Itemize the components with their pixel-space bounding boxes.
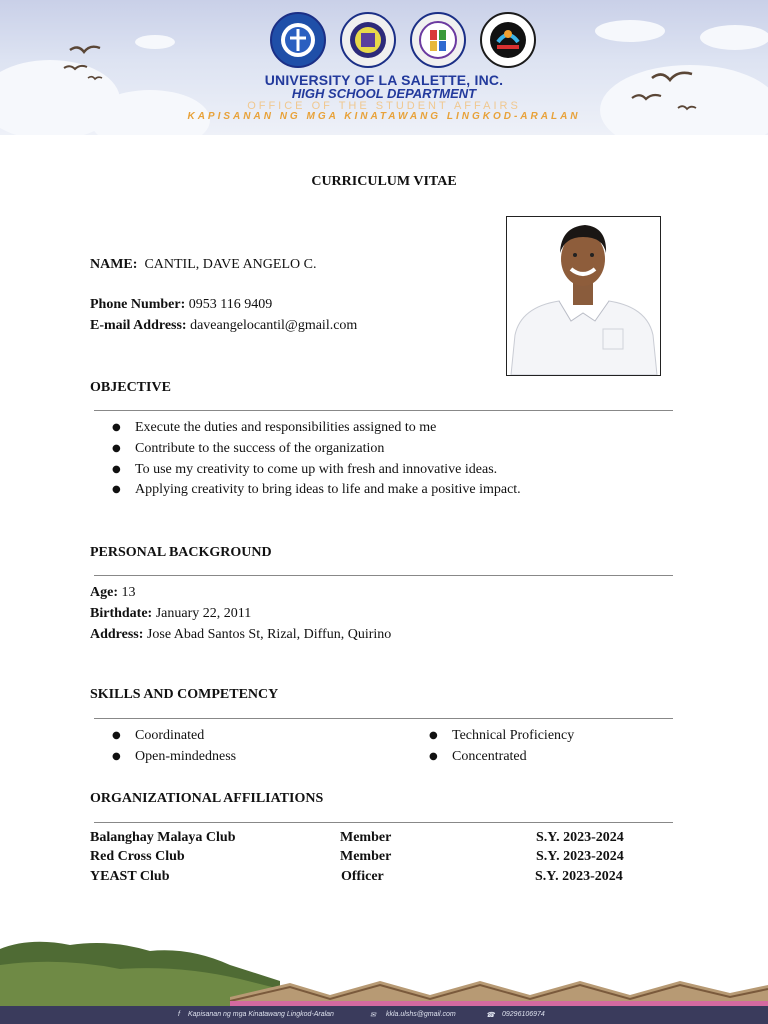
table-row bbox=[90, 849, 650, 869]
university-name: UNIVERSITY OF LA SALETTE, INC. bbox=[264, 72, 504, 88]
org-name: Red Cross Club bbox=[90, 849, 185, 864]
affiliations-heading: ORGANIZATIONAL AFFILIATIONS bbox=[90, 791, 324, 806]
cloud-decoration bbox=[595, 20, 665, 42]
org-name: Balanghay Malaya Club bbox=[90, 830, 236, 845]
name-value: CANTIL, DAVE ANGELO C. bbox=[144, 257, 317, 272]
address-value: Jose Abad Santos St, Rizal, Diffun, Quirino bbox=[146, 627, 392, 642]
personal-background-heading: PERSONAL BACKGROUND bbox=[90, 545, 272, 560]
age-line bbox=[90, 585, 136, 601]
skills-heading: SKILLS AND COMPETENCY bbox=[90, 687, 279, 702]
cloud-decoration bbox=[135, 35, 175, 49]
address-line bbox=[90, 627, 391, 643]
org-role: Member bbox=[340, 849, 392, 864]
birthdate-label: Birthdate: bbox=[90, 606, 153, 621]
email-label: E-mail Address: bbox=[90, 318, 187, 333]
kapisanan-name: KAPISANAN NG MGA KINATAWANG LINGKOD-ARALAN bbox=[187, 111, 581, 122]
phone-link[interactable]: 09296106974 bbox=[502, 1011, 545, 1018]
org-school-year: S.Y. 2023-2024 bbox=[536, 830, 624, 845]
list-item: ● Open-mindedness bbox=[110, 747, 236, 768]
section-divider bbox=[94, 575, 673, 576]
email-value: daveangelocantil@gmail.com bbox=[190, 318, 358, 333]
list-item: ● To use my creativity to come up with fresh and innovative ideas. bbox=[110, 460, 521, 481]
birthdate-value: January 22, 2011 bbox=[155, 606, 252, 621]
org-name: YEAST Club bbox=[90, 869, 170, 884]
objective-heading: OBJECTIVE bbox=[90, 380, 171, 395]
section-divider bbox=[94, 410, 673, 411]
name-line bbox=[90, 257, 316, 273]
table-row bbox=[90, 830, 650, 850]
phone-value: 0953 116 9409 bbox=[188, 297, 273, 312]
department-name: HIGH SCHOOL DEPARTMENT bbox=[291, 86, 477, 101]
footer-banner bbox=[0, 935, 768, 1024]
phone-icon: ☎ bbox=[486, 1012, 495, 1019]
age-label: Age: bbox=[90, 585, 118, 600]
profile-photo bbox=[506, 216, 661, 376]
list-item: ● Technical Proficiency bbox=[427, 726, 574, 747]
org-role: Officer bbox=[341, 869, 384, 884]
letterhead-banner bbox=[0, 0, 768, 135]
org-role: Member bbox=[340, 830, 392, 845]
phone-line bbox=[90, 297, 272, 313]
student-affairs-emblem-icon bbox=[410, 12, 466, 68]
email-link[interactable]: kkla.ulshs@gmail.com bbox=[386, 1011, 456, 1018]
phone-label: Phone Number: bbox=[90, 297, 186, 312]
facebook-icon: f bbox=[178, 1011, 180, 1018]
facebook-link[interactable]: Kapisanan ng mga Kinatawang Lingkod-Aralan bbox=[188, 1011, 334, 1018]
school-crest-icon bbox=[340, 12, 396, 68]
list-item: ● Execute the duties and responsibilities assigned to me bbox=[110, 418, 521, 439]
address-label: Address: bbox=[90, 627, 144, 642]
office-name: OFFICE OF THE STUDENT AFFAIRS bbox=[247, 100, 521, 112]
age-value: 13 bbox=[121, 585, 136, 600]
document-title: CURRICULUM VITAE bbox=[311, 174, 457, 189]
list-item: ● Concentrated bbox=[427, 747, 574, 768]
objective-list bbox=[110, 418, 521, 501]
list-item: ● Applying creativity to bring ideas to life and make a positive impact. bbox=[110, 480, 521, 501]
org-school-year: S.Y. 2023-2024 bbox=[536, 849, 624, 864]
kapisanan-logo-icon bbox=[480, 12, 536, 68]
name-label: NAME: bbox=[90, 257, 138, 272]
section-divider bbox=[94, 718, 673, 719]
skills-list-right bbox=[427, 726, 574, 768]
section-divider bbox=[94, 822, 673, 823]
university-seal-icon bbox=[270, 12, 326, 68]
mail-icon: ✉ bbox=[370, 1012, 376, 1019]
birthdate-line bbox=[90, 606, 251, 622]
org-school-year: S.Y. 2023-2024 bbox=[535, 869, 623, 884]
email-line bbox=[90, 318, 357, 334]
skills-list-left bbox=[110, 726, 236, 768]
cloud-decoration bbox=[700, 25, 768, 50]
logo-row bbox=[270, 12, 536, 68]
table-row bbox=[90, 869, 650, 889]
footer-contact-bar bbox=[0, 1006, 768, 1024]
list-item: ● Coordinated bbox=[110, 726, 236, 747]
list-item: ● Contribute to the success of the organization bbox=[110, 439, 521, 460]
